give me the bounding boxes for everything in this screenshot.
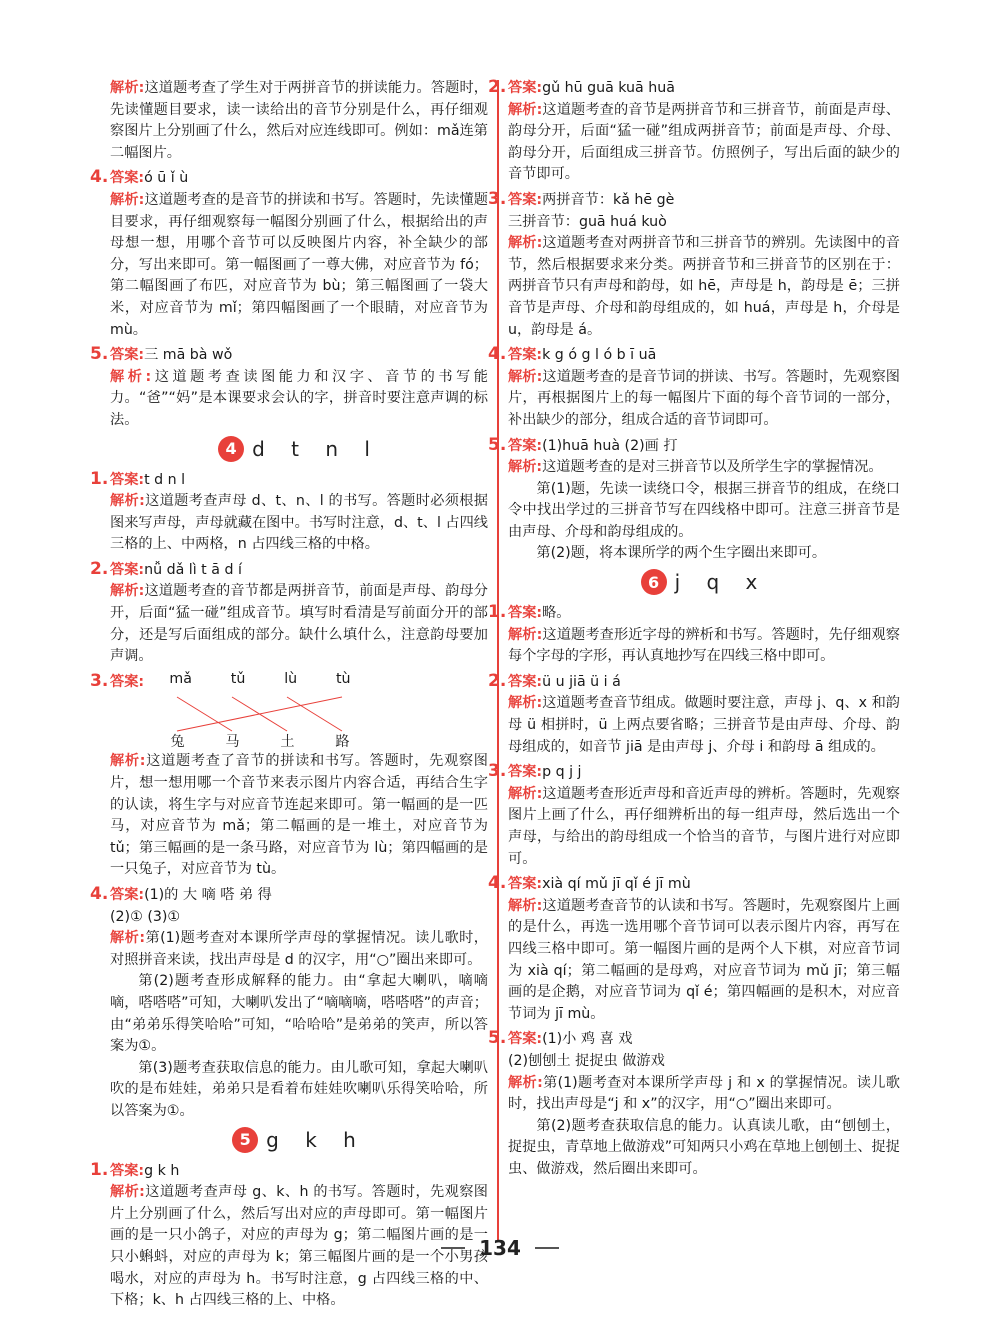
question-number: 4. — [90, 167, 109, 188]
section-badge: 4 — [218, 436, 244, 462]
question-number: 4. — [488, 344, 507, 365]
section-badge: 5 — [232, 1127, 258, 1153]
answer-label: 答案 — [508, 605, 537, 622]
question-number: 3. — [90, 670, 109, 691]
analysis-label: 解析 — [110, 191, 139, 208]
analysis-text: 这道题考查的音节是两拼音节和三拼音节，前面是声母、韵母分开，后面“猛一碰”组成两拼音节；前面是声母、介母、韵母分开，后面组成三拼音节。仿照例子，写出后面的缺少的音节即可。 — [508, 101, 900, 183]
analysis-paragraph: 第(2)题，将本课所学的两个生字圈出来即可。 — [536, 545, 827, 562]
answer-label: 答案 — [508, 1031, 537, 1048]
analysis-text: 这道题考查的是对三拼音节以及所学生字的掌握情况。 — [542, 459, 883, 476]
answer-text: 略。 — [542, 605, 571, 622]
analysis-label: 解析 — [508, 459, 537, 476]
left-column — [90, 78, 488, 1316]
s4-question-2: 2. 答案:nǚ dǎ lì t ā d í 解析:这道题考查的音节都是两拼音节，前面是声母、韵母分开，后面“猛一碰”组成音节。填写时看清是写前面分开的部分，还是写后面组成的部分。缺什么填什么，注意韵母要加声调。 — [90, 558, 488, 665]
answer-text: nǚ dǎ lì t ā d í — [144, 561, 242, 578]
answer-text: k g ó g l ó b ī uā — [542, 347, 657, 364]
answer-text: (1)小 鸡 喜 戏 — [542, 1031, 633, 1048]
analysis-text: 这道题考查音节的认读和书写。答题时，先观察图片上画的是什么，再选一选用哪个音节词可以表示图片内容，再写在四线三格中即可。第一幅图片画的是两个人下棋，对应音节词为 xià qí；第二幅画的是母鸡，对应音节词为 mǔ jī；第三幅画的是企鹅，对应音节词为 qǐ é；第四幅画的是积木，对应音节词为 jī mù。 — [508, 897, 900, 1022]
analysis-text: 这道题考查声母 d、t、n、l 的书写。答题时必须根据图来写声母，声母就藏在图中。书写时注意，d、t、l 占四线三格的上、中两格，n 占四线三格的中格。 — [110, 493, 488, 553]
answer-label: 答案 — [508, 764, 537, 781]
analysis-block: 解析:这道题考查了学生对于两拼音节的拼读能力。答题时，先读懂题目要求，读一读给出的音节分别是什么，再仔细观察图片上分别画了什么，然后对应连线即可。例如：mǎ连第二幅图片。 — [110, 80, 488, 161]
answer-label: 答案 — [508, 673, 537, 690]
answer-label: 答案 — [110, 471, 139, 488]
s4-question-4: 4. 答案:(1)的 大 嘀 嗒 弟 得 (2)① (3)① 解析:第(1)题考查对本课所学声母的掌握情况。读儿歌时，对照拼音来读，找出声母是 d 的汉字，用“○”圈出来即可。 第(2)题考查形成解释的能力。由“拿起大喇叭，嘀嘀嘀，嗒嗒嗒”可知，大喇叭发出了“嘀嘀嘀，嗒嗒嗒”的声音；由“弟弟乐得笑哈哈”可知，“哈哈哈”是弟弟的笑声，所以答案为①。 第(3)题考查获取信息的能力。由儿歌可知，拿起大喇叭吹的是布娃娃，弟弟只是看着布娃娃吹喇叭乐得笑哈哈，所以答案为①。 — [110, 885, 488, 1123]
char-item: 兔 — [170, 734, 185, 751]
answer-label: 答案 — [110, 347, 139, 364]
pinyin-item: tù — [335, 671, 351, 688]
s6-question-4: 4. 答案:xià qí mǔ jī qǐ é jī mù 解析:这道题考查音节的认读和书写。答题时，先观察图片上画的是什么，再选一选用哪个音节词可以表示图片内容，再写在四线三格中即可。第一幅图片画的是两个人下棋，对应音节词为 xià qí；第二幅画的是母鸡，对应音节词为 mǔ jī；第三幅画的是企鹅，对应音节词为 qǐ é；第四幅画的是积木，对应音节词为 jī mù。 — [488, 873, 900, 1022]
answer-text: t d n l — [144, 471, 186, 488]
question-number: 4. — [488, 873, 507, 894]
section-letters: g k h — [266, 1127, 366, 1152]
answer-label: 答案 — [508, 437, 537, 454]
analysis-label: 解析 — [110, 1184, 140, 1201]
answer-label: 答案 — [110, 561, 139, 578]
analysis-text: 第(1)题考查对本课所学声母 j 和 x 的掌握情况。读儿歌时，找出声母是“j 和 x”的汉字，用“○”圈出来即可。 — [508, 1074, 900, 1113]
question-5: 5. 答案:三 mā bà wǒ 解析:这道题考查读图能力和汉字、音节的书写能力。“爸”“妈”是本课要求会认的字，拼音时要注意声调的标法。 — [90, 344, 488, 428]
question-number: 1. — [90, 468, 109, 489]
pinyin-row — [150, 671, 370, 687]
analysis-text: 这道题考查对两拼音节和三拼音节的辨别。先读图中的音节，然后根据要求来分类。两拼音节和三拼音节的区别在于：两拼音节只有声母和韵母，如 hē，声母是 h，韵母是 ē；三拼音节是声母、介母和韵母组成的，如 huá，声母是 h，介母是 u，韵母是 á。 — [508, 235, 900, 338]
section-letters: d t n l — [252, 436, 380, 461]
analysis-label: 解析 — [508, 785, 537, 802]
analysis-text: 这道题考查的是音节词的拼读、书写。答题时，先观察图片，再根据图片上的每一幅图片下面的每个音节词的一部分，补出缺少的部分，组成合适的音节词即可。 — [508, 368, 900, 428]
column-divider — [497, 80, 499, 1240]
page-number: 134 — [479, 1236, 521, 1260]
answer-text: 两拼音节：kǎ hē gè — [542, 191, 675, 208]
answer-text-2: (2)刨刨土 捉捉虫 做游戏 — [508, 1052, 665, 1069]
pinyin-item: mǎ — [169, 671, 192, 688]
question-number: 5. — [90, 344, 109, 365]
question-2: 2. 答案:gǔ hū guā kuā huā 解析:这道题考查的音节是两拼音节和三拼音节，前面是声母、韵母分开，后面“猛一碰”组成两拼音节；前面是声母、介母、韵母分开，后面组成三拼音节。仿照例子，写出后面的缺少的音节即可。 — [488, 77, 900, 183]
pinyin-item: tǔ — [230, 671, 246, 688]
analysis-label: 解析 — [110, 583, 139, 600]
analysis-text: 这道题考查形近声母和音近声母的辨析。答题时，先观察图片上画了什么，再仔细辨析出的每一组声母，然后选出一个声母，与给出的韵母组成一个恰当的音节，与图片进行对应即可。 — [508, 785, 900, 867]
answer-label: 答案 — [110, 673, 139, 690]
question-number: 5. — [488, 1028, 507, 1049]
pinyin-item: lù — [284, 671, 298, 688]
analysis-label: 解析 — [508, 626, 537, 643]
char-item: 路 — [335, 734, 350, 751]
question-5: 5. 答案:(1)huā huà (2)画 打 解析:这道题考查的是对三拼音节以及所学生字的掌握情况。 第(1)题，先读一读绕口令，根据三拼音节的组成，在绕口令中找出学过的三拼音节写在四线格中即可。注意三拼音节是由声母、介母和韵母组成的。 第(2)题，将本课所学的两个生字圈出来即可。 — [508, 436, 900, 566]
analysis-label: 解析 — [508, 1074, 538, 1091]
analysis-text: 这道题考查形近字母的辨析和书写。答题时，先仔细观察每个字母的字形，再认真地抄写在四线三格中即可。 — [508, 626, 900, 665]
analysis-label: 解析 — [508, 368, 537, 385]
question-3: 3. 答案:两拼音节：kǎ hē gè 三拼音节：guā huá kuò 解析:这道题考查对两拼音节和三拼音节的辨别。先读图中的音节，然后根据要求来分类。两拼音节和三拼音节的区别在于：两拼音节只有声母和韵母，如 hē，声母是 h，韵母是 ē；三拼音节是声母、介母和韵母组成的，如 huá，声母是 h，介母是 u，韵母是 á。 — [488, 188, 900, 338]
answer-text: ü u jiā ü i á — [542, 673, 621, 690]
page-footer — [0, 1236, 1000, 1260]
analysis-text: 第(1)题考查对本课所学声母的掌握情况。读儿歌时，对照拼音来读，找出声母是 d 的汉字，用“○”圈出来即可。 — [110, 930, 488, 968]
question-number: 3. — [488, 188, 507, 209]
s6-question-3: 3. 答案:p q j j 解析:这道题考查形近声母和音近声母的辨析。答题时，先观察图片上画了什么，再仔细辨析出的每一组声母，然后选出一个声母，与给出的韵母组成一个恰当的音节，与图片进行对应即可。 — [488, 761, 900, 867]
s4-question-3: 3. 答案: mǎ tǔ lù tù 兔 马 土 路 解析:这道题考查了音节的拼读和书写。答题时，先观察图片，想一想用哪一个音节来表示图片内容合适，再结合生字的认读，将生字与对应音节连起来即可。第一幅画的是一匹马，对应音节为 mǎ；第二幅画的是一堆土，对应音节为 tǔ；第三幅画的是一条马路，对应音节为 lù；第四幅画的是一只兔子，对应音节为 tù。 — [90, 670, 488, 878]
s6-question-2: 2. 答案:ü u jiā ü i á 解析:这道题考查音节组成。做题时要注意，声母 j、q、x 和韵母 ü 相拼时，ü 上两点要省略；三拼音节是由声母、介母、韵母组成的，如音节 jiā 是由声母 j、介母 i 和韵母 ā 组成的。 — [488, 670, 900, 755]
char-item: 马 — [225, 734, 240, 751]
answer-text: p q j j — [542, 764, 582, 781]
section-header-6 — [508, 569, 900, 595]
question-number: 4. — [90, 884, 109, 904]
section-letters: j q x — [674, 570, 768, 595]
char-item: 土 — [280, 734, 295, 751]
question-number: 3. — [488, 761, 507, 782]
analysis-label: 解析 — [110, 930, 140, 947]
section-badge: 6 — [641, 569, 667, 595]
answer-label: 答案 — [110, 1162, 139, 1179]
analysis-text: 这道题考查读图能力和汉字、音节的书写能力。“爸”“妈”是本课要求会认的字，拼音时要注意声调的标法。 — [110, 368, 488, 428]
answer-label: 答案 — [508, 191, 537, 208]
question-number: 5. — [488, 434, 507, 455]
answer-label: 答案 — [110, 887, 139, 903]
analysis-text: 这道题考查音节组成。做题时要注意，声母 j、q、x 和韵母 ü 相拼时，ü 上两点要省略；三拼音节是由声母、介母、韵母组成的，如音节 jiā 是由声母 j、介母 i 和韵母 ā 组成的。 — [508, 695, 900, 755]
question-number: 2. — [90, 558, 109, 579]
analysis-label: 解析 — [110, 493, 140, 510]
analysis-label: 解析 — [508, 101, 537, 118]
analysis-text: 这道题考查了学生对于两拼音节的拼读能力。答题时，先读懂题目要求，读一读给出的音节分别是什么，再仔细观察图片上分别画了什么，然后对应连线即可。例如：mǎ连第二幅图片。 — [110, 80, 488, 161]
analysis-label: 解析 — [508, 897, 537, 914]
answer-text: g k h — [144, 1162, 180, 1179]
answer-text: xià qí mǔ jī qǐ é jī mù — [542, 876, 691, 893]
section-header-5 — [110, 1127, 488, 1153]
analysis-text: 这道题考查了音节的拼读和书写。答题时，先观察图片，想一想用哪一个音节来表示图片内容合适，再结合生字的认读，将生字与对应音节连起来即可。第一幅画的是一匹马，对应音节为 mǎ；第二幅画的是一堆土，对应音节为 tǔ；第三幅画的是一条马路，对应音节为 lù；第四幅画的是一只兔子，对应音节为 tù。 — [110, 753, 488, 878]
analysis-label: 解析 — [508, 695, 537, 712]
analysis-paragraph: 第(1)题，先读一读绕口令，根据三拼音节的组成，在绕口令中找出学过的三拼音节写在四线格中即可。注意三拼音节是由声母、介母和韵母组成的。 — [508, 480, 900, 540]
right-column — [488, 77, 900, 1185]
s6-question-1: 1. 答案:略。 解析:这道题考查形近字母的辨析和书写。答题时，先仔细观察每个字母的字形，再认真地抄写在四线三格中即可。 — [488, 602, 900, 665]
analysis-text: 这道题考查的是音节的拼读和书写。答题时，先读懂题目要求，再仔细观察每一幅图分别画了什么，根据给出的声母想一想，用哪个音节可以反映图片内容，补全缺少的部分，写出来即可。第一幅图画了一尊大佛，对应音节为 fó；第二幅图画了布匹，对应音节为 bù；第三幅图画了一袋大米，对应音节为 mǐ；第四幅图画了一个眼睛，对应音节为 mù。 — [110, 191, 488, 338]
answer-text: (1)的 大 嘀 嗒 弟 得 — [144, 887, 272, 903]
answer-text: ó ū ǐ ù — [144, 170, 189, 187]
answer-text: (1)huā huà (2)画 打 — [542, 437, 678, 454]
answer-label: 答案 — [508, 80, 537, 96]
analysis-label: 解析 — [110, 80, 139, 96]
answer-text: 三 mā bà wǒ — [144, 347, 233, 364]
analysis-text: 这道题考查声母 g、k、h 的书写。答题时，先观察图片上分别画了什么，然后写出对应的声母即可。第一幅图片画的是一只小鸽子，对应的声母为 g；第二幅图片画的是一只小蝌蚪，对应的声母为 k；第三幅图片画的是一个小男孩喝水，对应的声母为 h。书写时注意，g 占四线三格的中、下格；k、h 占四线三格的上、中格。 — [110, 1184, 488, 1309]
char-row — [150, 731, 370, 751]
question-4: 4. 答案:ó ū ǐ ù 解析:这道题考查的是音节的拼读和书写。答题时，先读懂题目要求，再仔细观察每一幅图分别画了什么，根据给出的声母想一想，用哪个音节可以反映图片内容，补全缺少的部分，写出来即可。第一幅图画了一尊大佛，对应音节为 fó；第二幅图画了布匹，对应音节为 bù；第三幅图画了一袋大米，对应音节为 mǐ；第四幅图画了一个眼睛，对应音节为 mù。 — [90, 167, 488, 338]
answer-text: gǔ hū guā kuā huā — [542, 80, 675, 96]
analysis-paragraph: 第(3)题考查获取信息的能力。由儿歌可知，拿起大喇叭吹的是布娃娃，弟弟只是看着布娃娃吹喇叭乐得笑哈哈，所以答案为①。 — [110, 1059, 488, 1119]
question-number: 2. — [488, 670, 507, 691]
s6-question-5: 5. 答案:(1)小 鸡 喜 戏 (2)刨刨土 捉捉虫 做游戏 解析:第(1)题考查对本课所学声母 j 和 x 的掌握情况。读儿歌时，找出声母是“j 和 x”的汉字，用“○”圈出来即可。 第(2)题考查获取信息的能力。认真读儿歌，由“刨刨土，捉捉虫，青草地上做游戏”可知两只小鸡在草地上刨刨土、捉捉虫、做游戏，然后圈出来即可。 — [508, 1029, 900, 1180]
s5-question-1: 1. 答案:g k h 解析:这道题考查声母 g、k、h 的书写。答题时，先观察图片上分别画了什么，然后写出对应的声母即可。第一幅图片画的是一只小鸽子，对应的声母为 g；第二幅图片画的是一只小蝌蚪，对应的声母为 k；第三幅图片画的是一个小男孩喝水，对应的声母为 h。书写时注意，g 占四线三格的中、下格；k、h 占四线三格的上、中格。 — [90, 1159, 488, 1309]
question-number: 1. — [488, 602, 507, 623]
answer-text-2: 三拼音节：guā huá kuò — [508, 213, 667, 230]
footer-dash — [441, 1247, 465, 1249]
analysis-text: 这道题考查的音节都是两拼音节，前面是声母、韵母分开，后面“猛一碰”组成音节。填写时看清是写前面分开的部分，还是写后面组成的部分。缺什么填什么，注意韵母要加声调。 — [110, 583, 488, 665]
answer-text-2: (2)① (3)① — [110, 908, 181, 925]
analysis-label: 解析 — [110, 368, 146, 385]
question-number: 1. — [90, 1159, 109, 1180]
answer-label: 答案 — [508, 347, 537, 364]
question-number: 2. — [488, 77, 507, 97]
s4-question-1: 1. 答案:t d n l 解析:这道题考查声母 d、t、n、l 的书写。答题时必须根据图来写声母，声母就藏在图中。书写时注意，d、t、l 占四线三格的上、中两格，n 占四线三格的中格。 — [90, 468, 488, 553]
analysis-paragraph: 第(2)题考查获取信息的能力。认真读儿歌，由“刨刨土，捉捉虫，青草地上做游戏”可知两只小鸡在草地上刨刨土、捉捉虫、做游戏，然后圈出来即可。 — [508, 1117, 900, 1177]
answer-label: 答案 — [508, 876, 537, 893]
answer-label: 答案 — [110, 170, 139, 187]
question-4: 4. 答案:k g ó g l ó b ī uā 解析:这道题考查的是音节词的拼读、书写。答题时，先观察图片，再根据图片上的每一幅图片下面的每个音节词的一部分，补出缺少的部分，组成合适的音节词即可。 — [488, 344, 900, 428]
analysis-label: 解析 — [110, 753, 140, 770]
analysis-label: 解析 — [508, 235, 537, 252]
section-header-4 — [110, 436, 488, 462]
analysis-paragraph: 第(2)题考查形成解释的能力。由“拿起大喇叭，嘀嘀嘀，嗒嗒嗒”可知，大喇叭发出了“嘀嘀嘀，嗒嗒嗒”的声音；由“弟弟乐得笑哈哈”可知，“哈哈哈”是弟弟的笑声，所以答案为①。 — [110, 973, 488, 1055]
footer-dash — [535, 1247, 559, 1249]
